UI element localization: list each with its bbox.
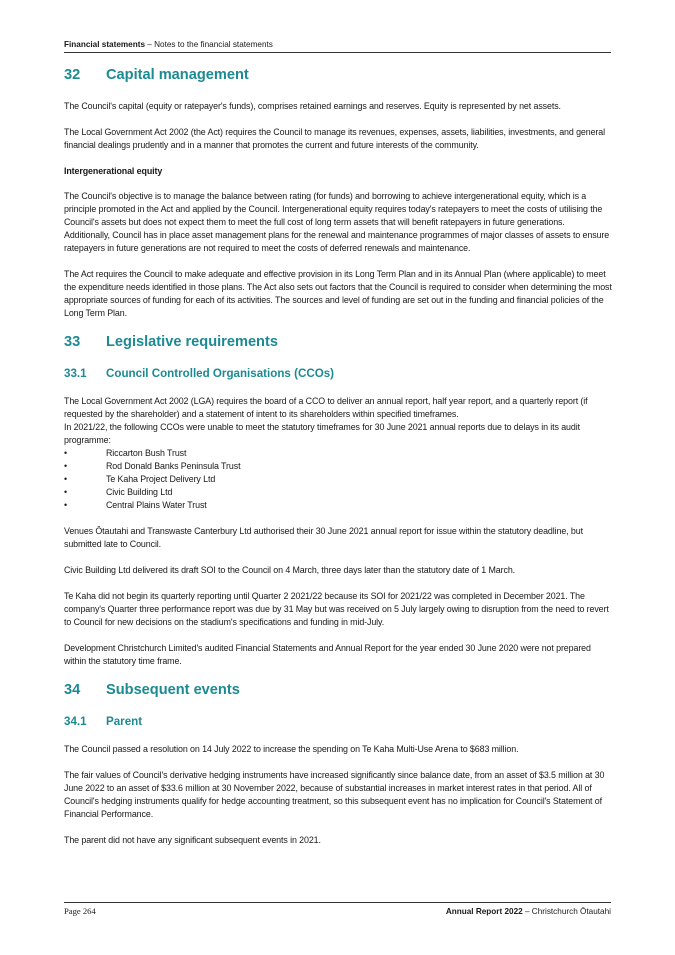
subsection-33-1-heading xyxy=(64,367,612,381)
footer-report-title: Annual Report 2022 xyxy=(445,907,523,916)
paragraph: Te Kaha did not begin its quarterly reporting until Quarter 2 2021/22 because its SOI for 2021/22 was completed in December 2021. The company's Quarter three performance report was due by 31 May but was received on 5 July largely owing to disruption from the need to revert to Council for new decisions on the stadium's specifications and funding in mid-July. xyxy=(64,591,609,627)
list-item-text: Civic Building Ltd xyxy=(106,487,173,497)
paragraph: Venues Ōtautahi and Transwaste Canterbury Ltd authorised their 30 June 2021 annual report for issue within the statutory deadline, but submitted late to Council. xyxy=(64,526,583,549)
footer-organisation: – Christchurch Ōtautahi xyxy=(522,907,611,916)
header-section: Financial statements xyxy=(64,40,145,49)
paragraph: The parent did not have any significant subsequent events in 2021. xyxy=(64,835,321,845)
paragraph: Development Christchurch Limited's audited Financial Statements and Annual Report for the year ended 30 June 2020 were not prepared within the statutory time frame. xyxy=(64,643,591,666)
paragraph: In 2021/22, the following CCOs were unable to meet the statutory timeframes for 30 June 2021 annual reports due to delays in its audit programme: xyxy=(64,422,580,445)
list-item xyxy=(64,473,612,486)
list-item-text: Central Plains Water Trust xyxy=(106,500,207,510)
bullet-glyph: • xyxy=(64,500,68,510)
section-number: 33 xyxy=(64,334,81,350)
running-header xyxy=(64,40,611,50)
section-33-heading xyxy=(64,333,612,351)
paragraph: The fair values of Council's derivative hedging instruments have increased significantly since balance date, from an asset of $3.5 million at 30 June 2022 to an asset of $33.6 million at 30 November 2022, because of substantial increases in market interest rates in that period. All of Council's hedging instruments qualify for hedge accounting treatment, so this subsequent event has no implication for Council's Statement of Financial Performance. xyxy=(64,770,605,819)
paragraph: Civic Building Ltd delivered its draft SOI to the Council on 4 March, three days later than the statutory date of 1 March. xyxy=(64,565,516,575)
subsection-title: Council Controlled Organisations (CCOs) xyxy=(106,367,335,380)
page-number: Page 264 xyxy=(64,906,96,916)
paragraph: The Local Government Act 2002 (LGA) requires the board of a CCO to deliver an annual report, half year report, and a quarterly report (if requested by the shareholder) and a statement of intent to its shareholders within specified timeframes. xyxy=(64,396,588,419)
running-footer xyxy=(446,906,611,917)
section-32-heading xyxy=(64,66,612,84)
paragraph: The Council's objective is to manage the balance between rating (for funds) and borrowing to achieve intergenerational equity, which is a principle promoted in the Act and applied by the Council. Intergenerational equity requires today's ratepayers to meet the costs of utilising the Council's assets but does not expect them to meet the full cost of long term assets that will benefit ratepayers in future generations. Additionally, Council has in place asset management plans for the renewal and maintenance programmes of major classes of assets to ensure ratepayers in future generations are not required to meet the costs of deferred renewals and maintenance. xyxy=(64,191,610,253)
list-item-text: Riccarton Bush Trust xyxy=(106,448,187,458)
section-34-heading xyxy=(64,681,612,699)
subsection-34-1-heading xyxy=(64,715,612,729)
section-number: 32 xyxy=(64,67,81,83)
paragraph: The Act requires the Council to make adequate and effective provision in its Long Term Plan and in its Annual Plan (where applicable) to meet the expenditure needs identified in those plans. The Act also sets out factors that the Council is required to consider when determining the most appropriate sources of funding for each of its activities. The sources and level of funding are set out in the funding and financial policies of the Long Term Plan. xyxy=(64,269,612,318)
footer-rule xyxy=(64,902,611,903)
subheading-intergenerational-equity: Intergenerational equity xyxy=(64,166,163,176)
list-item xyxy=(64,486,612,499)
list-item-text: Rod Donald Banks Peninsula Trust xyxy=(106,461,241,471)
section-title: Capital management xyxy=(106,67,249,83)
bullet-glyph: • xyxy=(64,487,68,497)
subsection-title: Parent xyxy=(106,715,143,728)
bullet-glyph: • xyxy=(64,448,68,458)
paragraph: The Local Government Act 2002 (the Act) requires the Council to manage its revenues, expenses, assets, liabilities, investments, and general financial dealings prudently and in a manner that promotes the current and future interests of the community. xyxy=(64,127,605,150)
list-item-text: Te Kaha Project Delivery Ltd xyxy=(106,474,216,484)
list-item xyxy=(64,499,612,512)
section-title: Subsequent events xyxy=(106,682,240,698)
header-rule xyxy=(64,52,611,53)
cco-list xyxy=(64,447,612,512)
paragraph: The Council passed a resolution on 14 July 2022 to increase the spending on Te Kaha Multi-Use Arena to $683 million. xyxy=(64,744,519,754)
paragraph: The Council's capital (equity or ratepayer's funds), comprises retained earnings and reserves. Equity is represented by net assets. xyxy=(64,101,561,111)
header-subsection: – Notes to the financial statements xyxy=(145,40,273,49)
section-title: Legislative requirements xyxy=(106,334,278,350)
subsection-number: 33.1 xyxy=(64,367,87,380)
bullet-glyph: • xyxy=(64,461,68,471)
section-number: 34 xyxy=(64,682,81,698)
list-item xyxy=(64,447,612,460)
bullet-glyph: • xyxy=(64,474,68,484)
subsection-number: 34.1 xyxy=(64,715,87,728)
list-item xyxy=(64,460,612,473)
page-body xyxy=(64,60,612,860)
